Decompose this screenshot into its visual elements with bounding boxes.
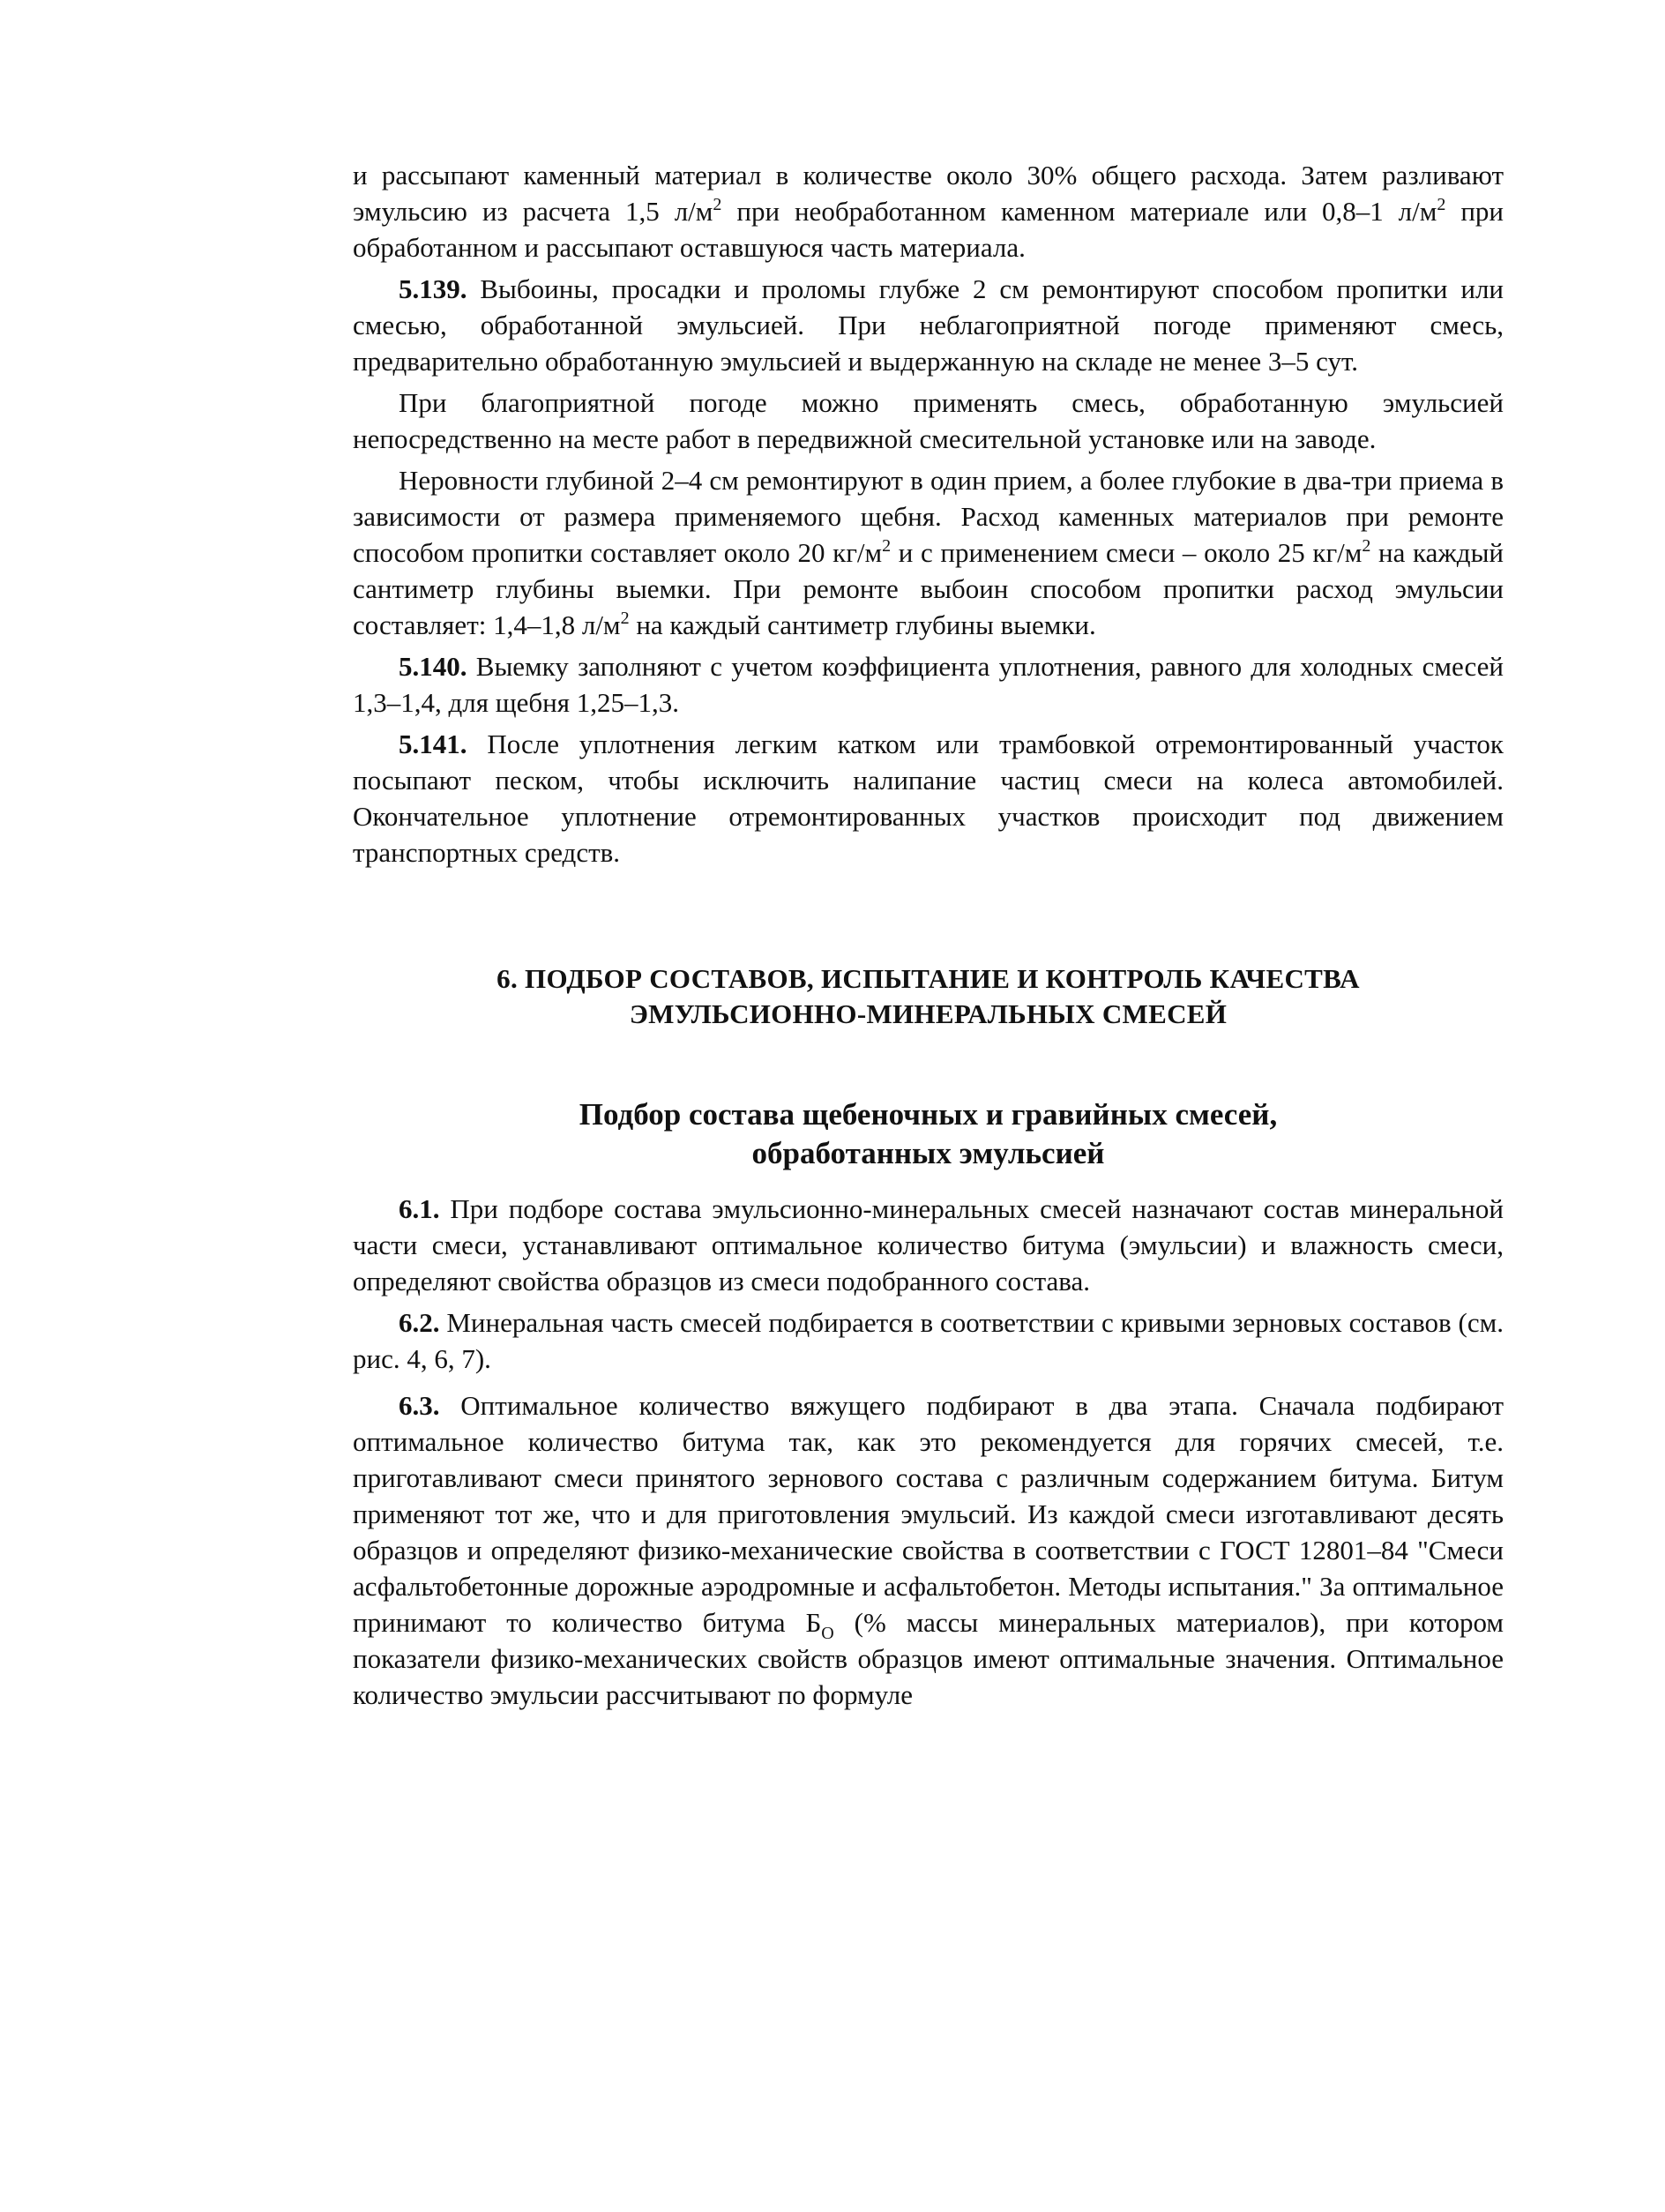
chapter-heading: 6. ПОДБОР СОСТАВОВ, ИСПЫТАНИЕ И КОНТРОЛЬ КАЧЕСТВА ЭМУЛЬСИОННО-МИНЕРАЛЬНЫХ СМЕСЕЙ (497, 963, 1360, 1029)
section-5-140: 5.140. Выемку заполняют с учетом коэффициента уплотнения, равного для холодных смесей 1,3–1,4, для щебня 1,25–1,3. (353, 651, 1504, 718)
section-number: 5.139. (399, 273, 467, 304)
section-number: 6.1. (399, 1193, 440, 1224)
section-6-2: 6.2. Минеральная часть смесей подбирается в соответствии с кривыми зерновых составов (см. рис. 4, 6, 7). (353, 1307, 1504, 1374)
section-number: 5.141. (399, 729, 467, 759)
paragraph-favorable-weather: При благоприятной погоде можно применять смесь, обработанную эмульсией непосредственно на месте работ в передвижной смесительной установке или на заводе. (353, 387, 1504, 454)
document-page (353, 157, 1504, 1713)
section-number: 6.3. (399, 1390, 440, 1421)
section-6-3: 6.3. Оптимальное количество вяжущего подбирают в два этапа. Сначала подбирают оптимальное количество битума так, как это рекомендуется для горячих смесей, т.е. приготавливают смеси принятого зернового состава с различным содержанием битума. Битум применяют тот же, что и для приготовления эмульсий. Из каждой смеси изготавливают десять образцов и определяют физико-механические свойства в соответствии с ГОСТ 12801–84 "Смеси асфальтобетонные дорожные аэродромные и асфальтобетон. Методы испытания." За оптимальное принимают то количество битума $Б_О$ (% массы минеральных материалов), при котором показатели физико-механических свойств образцов имеют оптимальные значения. Оптимальное количество эмульсии рассчитывают по формуле (353, 1390, 1504, 1710)
section-number: 6.2. (399, 1307, 440, 1338)
paragraph-continuation: и рассыпают каменный материал в количестве около 30% общего расхода. Затем разливают эмульсию из расчета 1,5 $л/м^2$ при необработанном каменном материале или 0,8–1 $л/м^2$ при обработанном и рассыпают оставшуюся часть материала. (353, 160, 1504, 263)
section-5-139: 5.139. Выбоины, просадки и проломы глубже 2 см ремонтируют способом пропитки или смесью, обработанной эмульсией. При неблагоприятной погоде применяют смесь, предварительно обработанную эмульсией и выдержанную на складе не менее 3–5 сут. (353, 273, 1504, 377)
section-6-1: 6.1. При подборе состава эмульсионно-минеральных смесей назначают состав минеральной части смеси, устанавливают оптимальное количество битума (эмульсии) и влажность смеси, определяют свойства образцов из смеси подобранного состава. (353, 1193, 1504, 1297)
section-subheading: Подбор состава щебеночных и гравийных смесей, обработанных эмульсией (579, 1097, 1278, 1170)
section-number: 5.140. (399, 651, 467, 682)
section-5-141: 5.141. После уплотнения легким катком или трамбовкой отремонтированный участок посыпают песком, чтобы исключить налипание частиц смеси на колеса автомобилей. Окончательное уплотнение отремонтированных участков происходит под движением транспортных средств. (353, 729, 1504, 868)
paragraph-unevenness: Неровности глубиной 2–4 см ремонтируют в один прием, а более глубокие в два-три приема в зависимости от размера применяемого щебня. Расход каменных материалов при ремонте способом пропитки составляет около 20 $кг/м^2$ и с применением смеси – около 25 $кг/м^2$ на каждый сантиметр глубины выемки. При ремонте выбоин способом пропитки расход эмульсии составляет: 1,4–1,8 $л/м^2$ на каждый сантиметр глубины выемки. (353, 465, 1504, 640)
